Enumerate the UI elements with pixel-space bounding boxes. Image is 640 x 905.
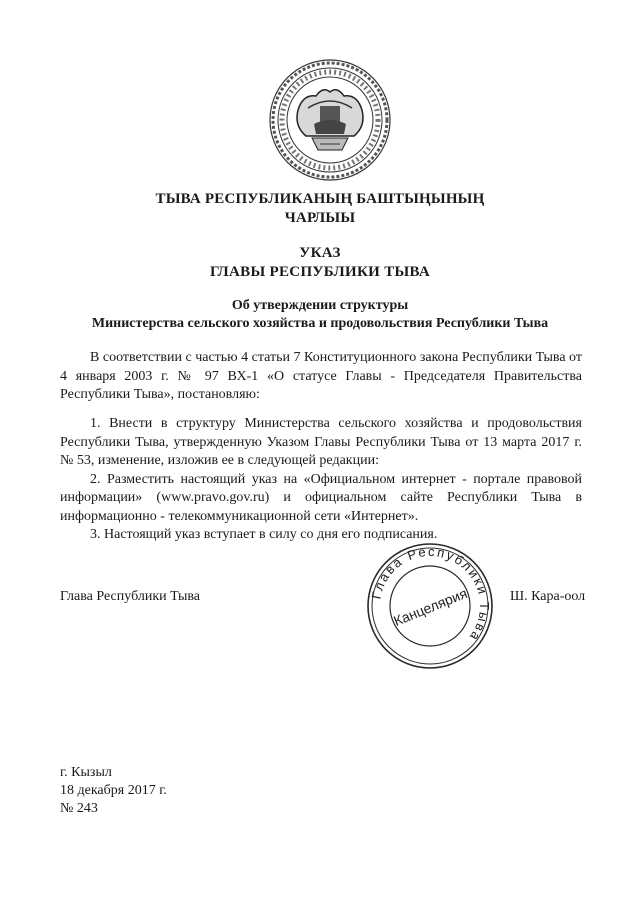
decree-line-1: УКАЗ [299, 245, 341, 261]
signatory-name: Ш. Кара-оол [510, 589, 586, 604]
document-title [60, 297, 580, 333]
footer-date: 18 декабря 2017 г. [60, 783, 167, 798]
stamp-ring-text: Глава Республики Тыва [368, 543, 493, 646]
header-line-2: ЧАРЛЫЫ [284, 210, 356, 226]
footer-city: г. Кызыл [60, 765, 112, 780]
decree-heading [60, 244, 580, 282]
header-block [60, 190, 580, 228]
stamp-center-text: Канцелярия [391, 584, 470, 629]
list-item: 1. Внести в структуру Министерства сельского хозяйства и продовольствия Республики Тыва, утвержденную Указом Главы Республики Тыва от 13 марта 2017 г. № 53, изменение, изложив ее в следующей редакции: [60, 416, 582, 468]
svg-text:Глава Республики Тыва [368, 544, 492, 645]
footer-number: № 243 [60, 801, 98, 816]
preamble-paragraph: В соответствии с частью 4 статьи 7 Конституционного закона Республики Тыва от 4 января 2003 г. № 97 ВХ-1 «О статусе Главы - Председателя Правительства Республики Тыва», постановляю: [60, 350, 582, 402]
header-line-1: ТЫВА РЕСПУБЛИКАНЫҢ БАШТЫҢЫНЫҢ [155, 191, 485, 207]
document-footer [60, 764, 167, 818]
official-stamp [364, 540, 496, 672]
signatory-position: Глава Республики Тыва [60, 589, 201, 604]
preamble-section [60, 349, 582, 405]
decree-line-2: ГЛАВЫ РЕСПУБЛИКИ ТЫВА [209, 264, 431, 280]
list-item: 3. Настоящий указ вступает в силу со дня его подписания. [90, 527, 438, 542]
coat-of-arms-emblem [268, 58, 392, 182]
title-line-1: Об утверждении структуры [231, 298, 409, 313]
title-line-2: Министерства сельского хозяйства и продовольствия Республики Тыва [91, 316, 549, 331]
items-section [60, 415, 582, 545]
list-item: 2. Разместить настоящий указ на «Официальном интернет - портале правовой информации» (www.pravo.gov.ru) и официальном сайте Республики Тыва в информационно - телекоммуникационной сети «Интернет». [60, 471, 582, 524]
